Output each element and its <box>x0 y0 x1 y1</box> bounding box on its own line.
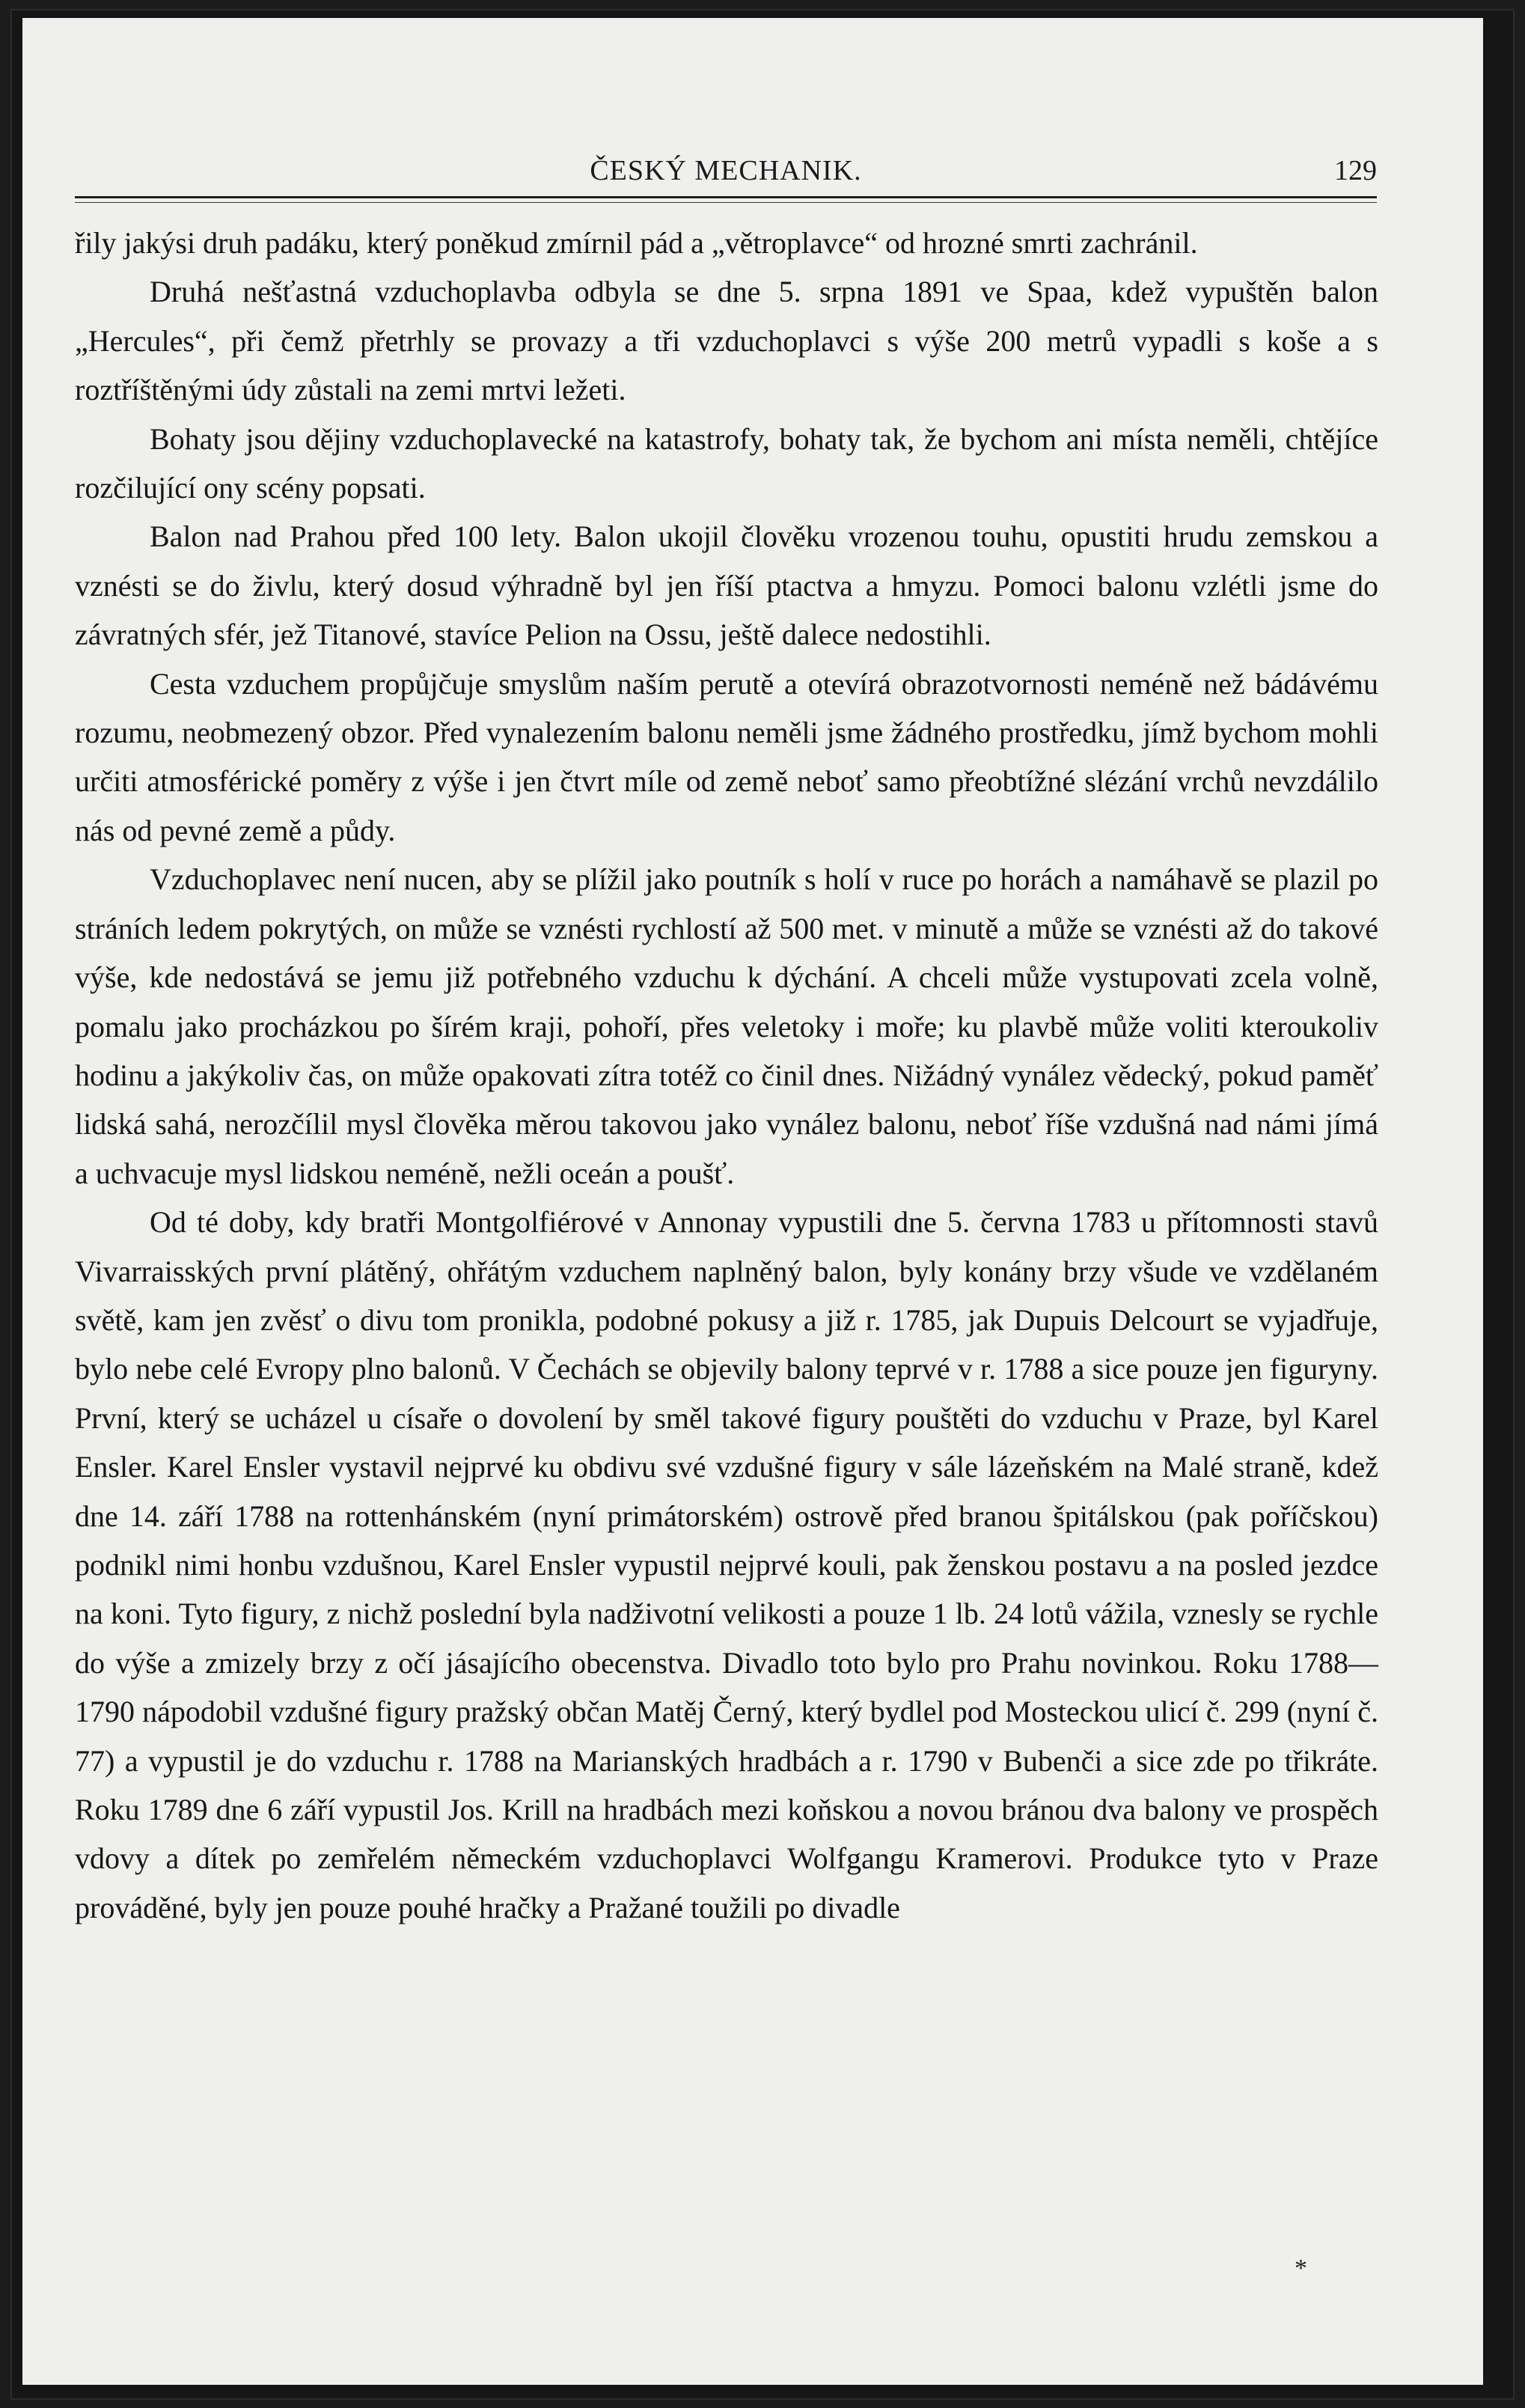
page-number: 129 <box>1334 155 1377 186</box>
paragraph: Od té doby, kdy bratři Montgolfiérové v Annonay vypustili dne 5. června 1783 u přítomnosti stavů Vivarraisských první plátěný, ohřátým vzduchem naplněný balon, byly konány brzy všude ve vzdělaném světě, kam jen zvěsť o divu tom pronikla, podobné pokusy a již r. 1785, jak Dupuis Delcourt se vyjadřuje, bylo nebe celé Evropy plno balonů. V Čechách se objevily balony teprvé v r. 1788 a sice pouze jen figuryny. První, který se ucházel u císaře o dovolení by směl takové figury pouštěti do vzduchu v Praze, byl Karel Ensler. Karel Ensler vystavil nejprvé ku obdivu své vzdušné figury v sále lázeňském na Malé straně, kdež dne 14. září 1788 na rottenhánském (nyní primátorském) ostrově před branou špitálskou (pak poříčskou) podnikl nimi honbu vzdušnou, Karel Ensler vypustil nejprvé kouli, pak ženskou postavu a na posled jezdce na koni. Tyto figury, z nichž poslední byla nadživotní velikosti a pouze 1 lb. 24 lotů vážila, vznesly se rychle do výše a zmizely brzy z očí jásajícího obecenstva. Divadlo toto bylo pro Prahu novinkou. Roku 1788—1790 nápodobil vzdušné figury pražský občan Matěj Černý, který bydlel pod Mosteckou ulicí č. 299 (nyní č. 77) a vypustil je do vzduchu r. 1788 na Marianských hradbách a r. 1790 v Bubenči a sice zde po třikráte. Roku 1789 dne 6 září vypustil Jos. Krill na hradbách mezi koňskou a novou bránou dva balony ve prospěch vdovy a dítek po zemřelém německém vzduchoplavci Wolfgangu Kramerovi. Produkce tyto v Praze prováděné, byly jen pouze pouhé hračky a Pražané toužili po divadle <box>75 1205 1378 1924</box>
paragraph: Cesta vzduchem propůjčuje smyslům naším perutě a otevírá obrazotvornosti neméně než bádávému rozumu, neobmezený obzor. Před vynalezením balonu neměli jsme žádného prostředku, jímž bychom mohli určiti atmosférické poměry z výše i jen čtvrt míle od země neboť samo přeobtížné slézání vrchů nevzdálilo nás od pevné země a půdy. <box>75 666 1378 847</box>
header-rule-thin <box>75 202 1377 203</box>
document-page <box>22 18 1483 2385</box>
footer-mark: * <box>1295 2255 1307 2282</box>
running-header <box>75 154 1377 199</box>
journal-title: ČESKÝ MECHANIK. <box>590 155 862 186</box>
paragraph: Druhá nešťastná vzduchoplavba odbyla se dne 5. srpna 1891 ve Spaa, kdež vypuštěn balon „Hercules“, při čemž přetrhly se provazy a tři vzduchoplavci s výše 200 metrů vypadli s koše a s roztříštěnými údy zůstali na zemi mrtvi ležeti. <box>75 275 1378 407</box>
paragraph: řily jakýsi druh padáku, který poněkud zmírnil pád a „větroplavce“ od hrozné smrti zachránil. <box>75 226 1198 260</box>
paragraph: Vzduchoplavec není nucen, aby se plížil jako poutník s holí v ruce po horách a namáhavě se plazil po stráních ledem pokrytých, on může se vznésti rychlostí až 500 met. v minutě a může se vznésti až do takové výše, kde nedostává se jemu již potřebného vzduchu k dýchání. A chceli může vystupovati zcela volně, pomalu jako procházkou po šírém kraji, pohoří, přes veletoky i moře; ku plavbě může voliti kteroukoliv hodinu a jakýkoliv čas, on může opakovati zítra totéž co činil dnes. Nižádný vynález vědecký, pokud paměť lidská sahá, nerozčílil mysl člověka měrou takovou jako vynález balonu, neboť říše vzdušná nad námi jímá a uchvacuje mysl lidskou neméně, nežli oceán a poušť. <box>75 862 1378 1190</box>
paragraph: Bohaty jsou dějiny vzduchoplavecké na katastrofy, bohaty tak, že bychom ani místa neměli, chtějíce rozčilující ony scény popsati. <box>75 421 1378 505</box>
article-body <box>75 219 1378 1932</box>
header-rule-thick <box>75 196 1377 198</box>
paragraph: Balon nad Prahou před 100 lety. Balon ukojil člověku vrozenou touhu, opustiti hrudu zemskou a vznésti se do živlu, který dosud výhradně byl jen říší ptactva a hmyzu. Pomoci balonu vzlétli jsme do závratných sfér, jež Titanové, stavíce Pelion na Ossu, ještě dalece nedostihli. <box>75 519 1378 652</box>
